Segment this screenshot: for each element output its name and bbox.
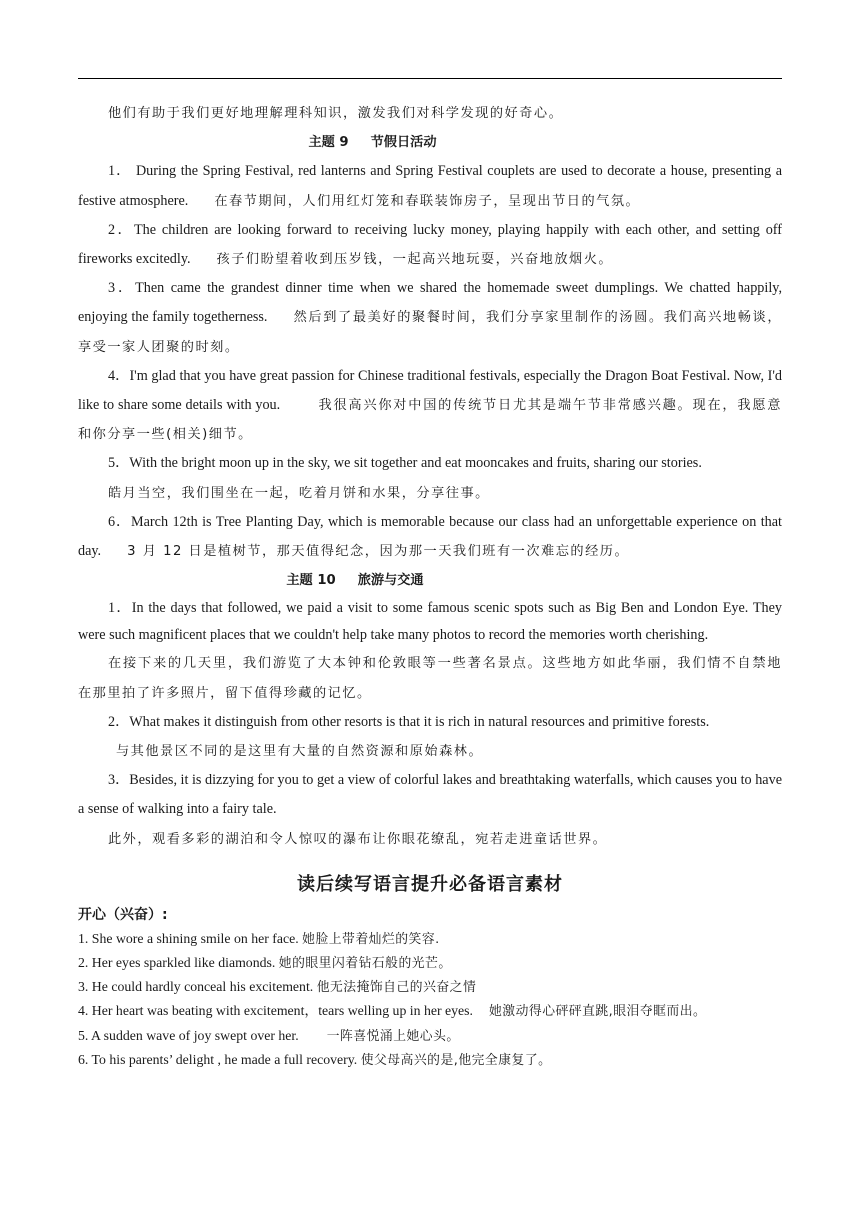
item-cn: 在春节期间，人们用红灯笼和春联装饰房子，呈现出节日的气氛。	[214, 193, 641, 209]
item-cn: 孩子们盼望着收到压岁钱，一起高兴地玩耍，兴奋地放烟火。	[216, 252, 614, 268]
topic-10-item-1-cn: 在接下来的几天里，我们游览了大本钟和伦敦眼等一些著名景点。这些地方如此华丽，我们情不自禁地在那里拍了许多照片，留下值得珍藏的记忆。	[78, 656, 782, 701]
topic-9-number: 主题 9	[308, 135, 349, 151]
item-en: 2. Her eyes sparkled like diamonds.	[78, 955, 276, 971]
topic-9-item-2	[78, 216, 782, 274]
section-title: 读后续写语言提升必备语言素材	[297, 873, 563, 895]
item-en: 1. She wore a shining smile on her face.	[78, 930, 299, 946]
happy-item-6	[78, 1048, 782, 1072]
topic-10-item-1-en: 1．In the days that followed, we paid a visit to some famous scenic spots such as Big Ben and London Eye. They were such magnificent places that we couldn't help take many photos to record the memories worth cherishing.	[78, 600, 782, 644]
topic-9-item-5-en: 5．With the bright moon up in the sky, we sit together and eat mooncakes and fruits, sharing our stories.	[108, 455, 702, 472]
happy-item-4	[78, 999, 782, 1023]
item-en: 6. To his parents’ delight , he made a full recovery.	[78, 1051, 358, 1067]
intro-line: 他们有助于我们更好地理解理科知识，激发我们对科学发现的好奇心。	[108, 106, 564, 121]
happy-item-3	[78, 975, 782, 999]
topic-9-item-4	[78, 362, 782, 450]
item-cn: 她的眼里闪着钻石般的光芒。	[278, 956, 452, 972]
item-en: 4．I'm glad that you have great passion for Chinese traditional festivals, especially the Dragon Boat Festival. Now, I'd like to share some details with you.	[78, 367, 782, 414]
header-rule	[78, 78, 782, 79]
item-cn: 她激动得心砰砰直跳,眼泪夺眶而出。	[489, 1004, 707, 1020]
item-cn: 我很高兴你对中国的传统节日尤其是端午节非常感兴趣。现在，我愿意和你分享一些(相关)细节。	[78, 398, 782, 443]
item-cn: 然后到了最美好的聚餐时间，我们分享家里制作的汤圆。我们高兴地畅谈，享受一家人团聚的时刻。	[78, 310, 783, 355]
topic-9-item-1	[78, 157, 782, 215]
topic-10-item-3-cn: 此外，观看多彩的湖泊和令人惊叹的瀑布让你眼花缭乱，宛若走进童话世界。	[108, 831, 608, 847]
item-en: 1． During the Spring Festival, red lanterns and Spring Festival couplets are used to decorate a house, presenting a festive atmosphere.	[78, 163, 782, 209]
item-cn: 她脸上带着灿烂的笑容.	[302, 931, 440, 947]
topic-10-number: 主题 10	[286, 573, 336, 589]
item-cn: 一阵喜悦涌上她心头。	[326, 1028, 460, 1044]
topic-10-title: 旅游与交通	[357, 573, 424, 589]
topic-10-item-2-en: 2．What makes it distinguish from other resorts is that it is rich in natural resources and primitive forests.	[108, 713, 710, 730]
topic-10-item-2-cn: 与其他景区不同的是这里有大量的自然资源和原始森林。	[116, 744, 484, 760]
item-en: 5. A sudden wave of joy swept over her.	[78, 1027, 299, 1043]
topic-10-item-3-en: 3．Besides, it is dizzying for you to get a view of colorful lakes and breathtaking waterfalls, which causes you to have a sense of walking into a fairy tale.	[78, 772, 782, 818]
topic-9-item-6	[78, 508, 782, 566]
item-en: 3．Then came the grandest dinner time when we shared the homemade sweet dumplings. We chatted happily, enjoying the family togetherness.	[78, 280, 782, 326]
happy-heading: 开心（兴奋）:	[78, 906, 168, 923]
item-cn: 使父母高兴的是,他完全康复了。	[360, 1052, 552, 1068]
topic-10-heading	[78, 566, 782, 595]
item-en: 6．March 12th is Tree Planting Day, which is memorable because our class had an unforgettable experience on that day.	[78, 513, 782, 560]
topic-9-title: 节假日活动	[370, 135, 437, 151]
item-en: 3. He could hardly conceal his excitement.	[78, 979, 314, 995]
topic-9-item-3	[78, 274, 782, 362]
happy-item-2	[78, 951, 782, 975]
happy-item-1	[78, 927, 782, 951]
topic-9-heading	[78, 128, 782, 157]
item-cn: 他无法掩饰自己的兴奋之情	[316, 980, 477, 996]
item-en: 4. Her heart was beating with excitement，tears welling up in her eyes.	[78, 1003, 473, 1019]
happy-item-5	[78, 1024, 782, 1048]
item-cn: 3 月 12 日是植树节，那天值得纪念，因为那一天我们班有一次难忘的经历。	[127, 544, 630, 560]
topic-9-item-5-cn: 皓月当空，我们围坐在一起，吃着月饼和水果，分享往事。	[108, 485, 490, 501]
item-en: 2．The children are looking forward to receiving lucky money, playing happily with each other, and setting off fireworks excitedly.	[78, 221, 782, 268]
page-content	[78, 99, 782, 1072]
